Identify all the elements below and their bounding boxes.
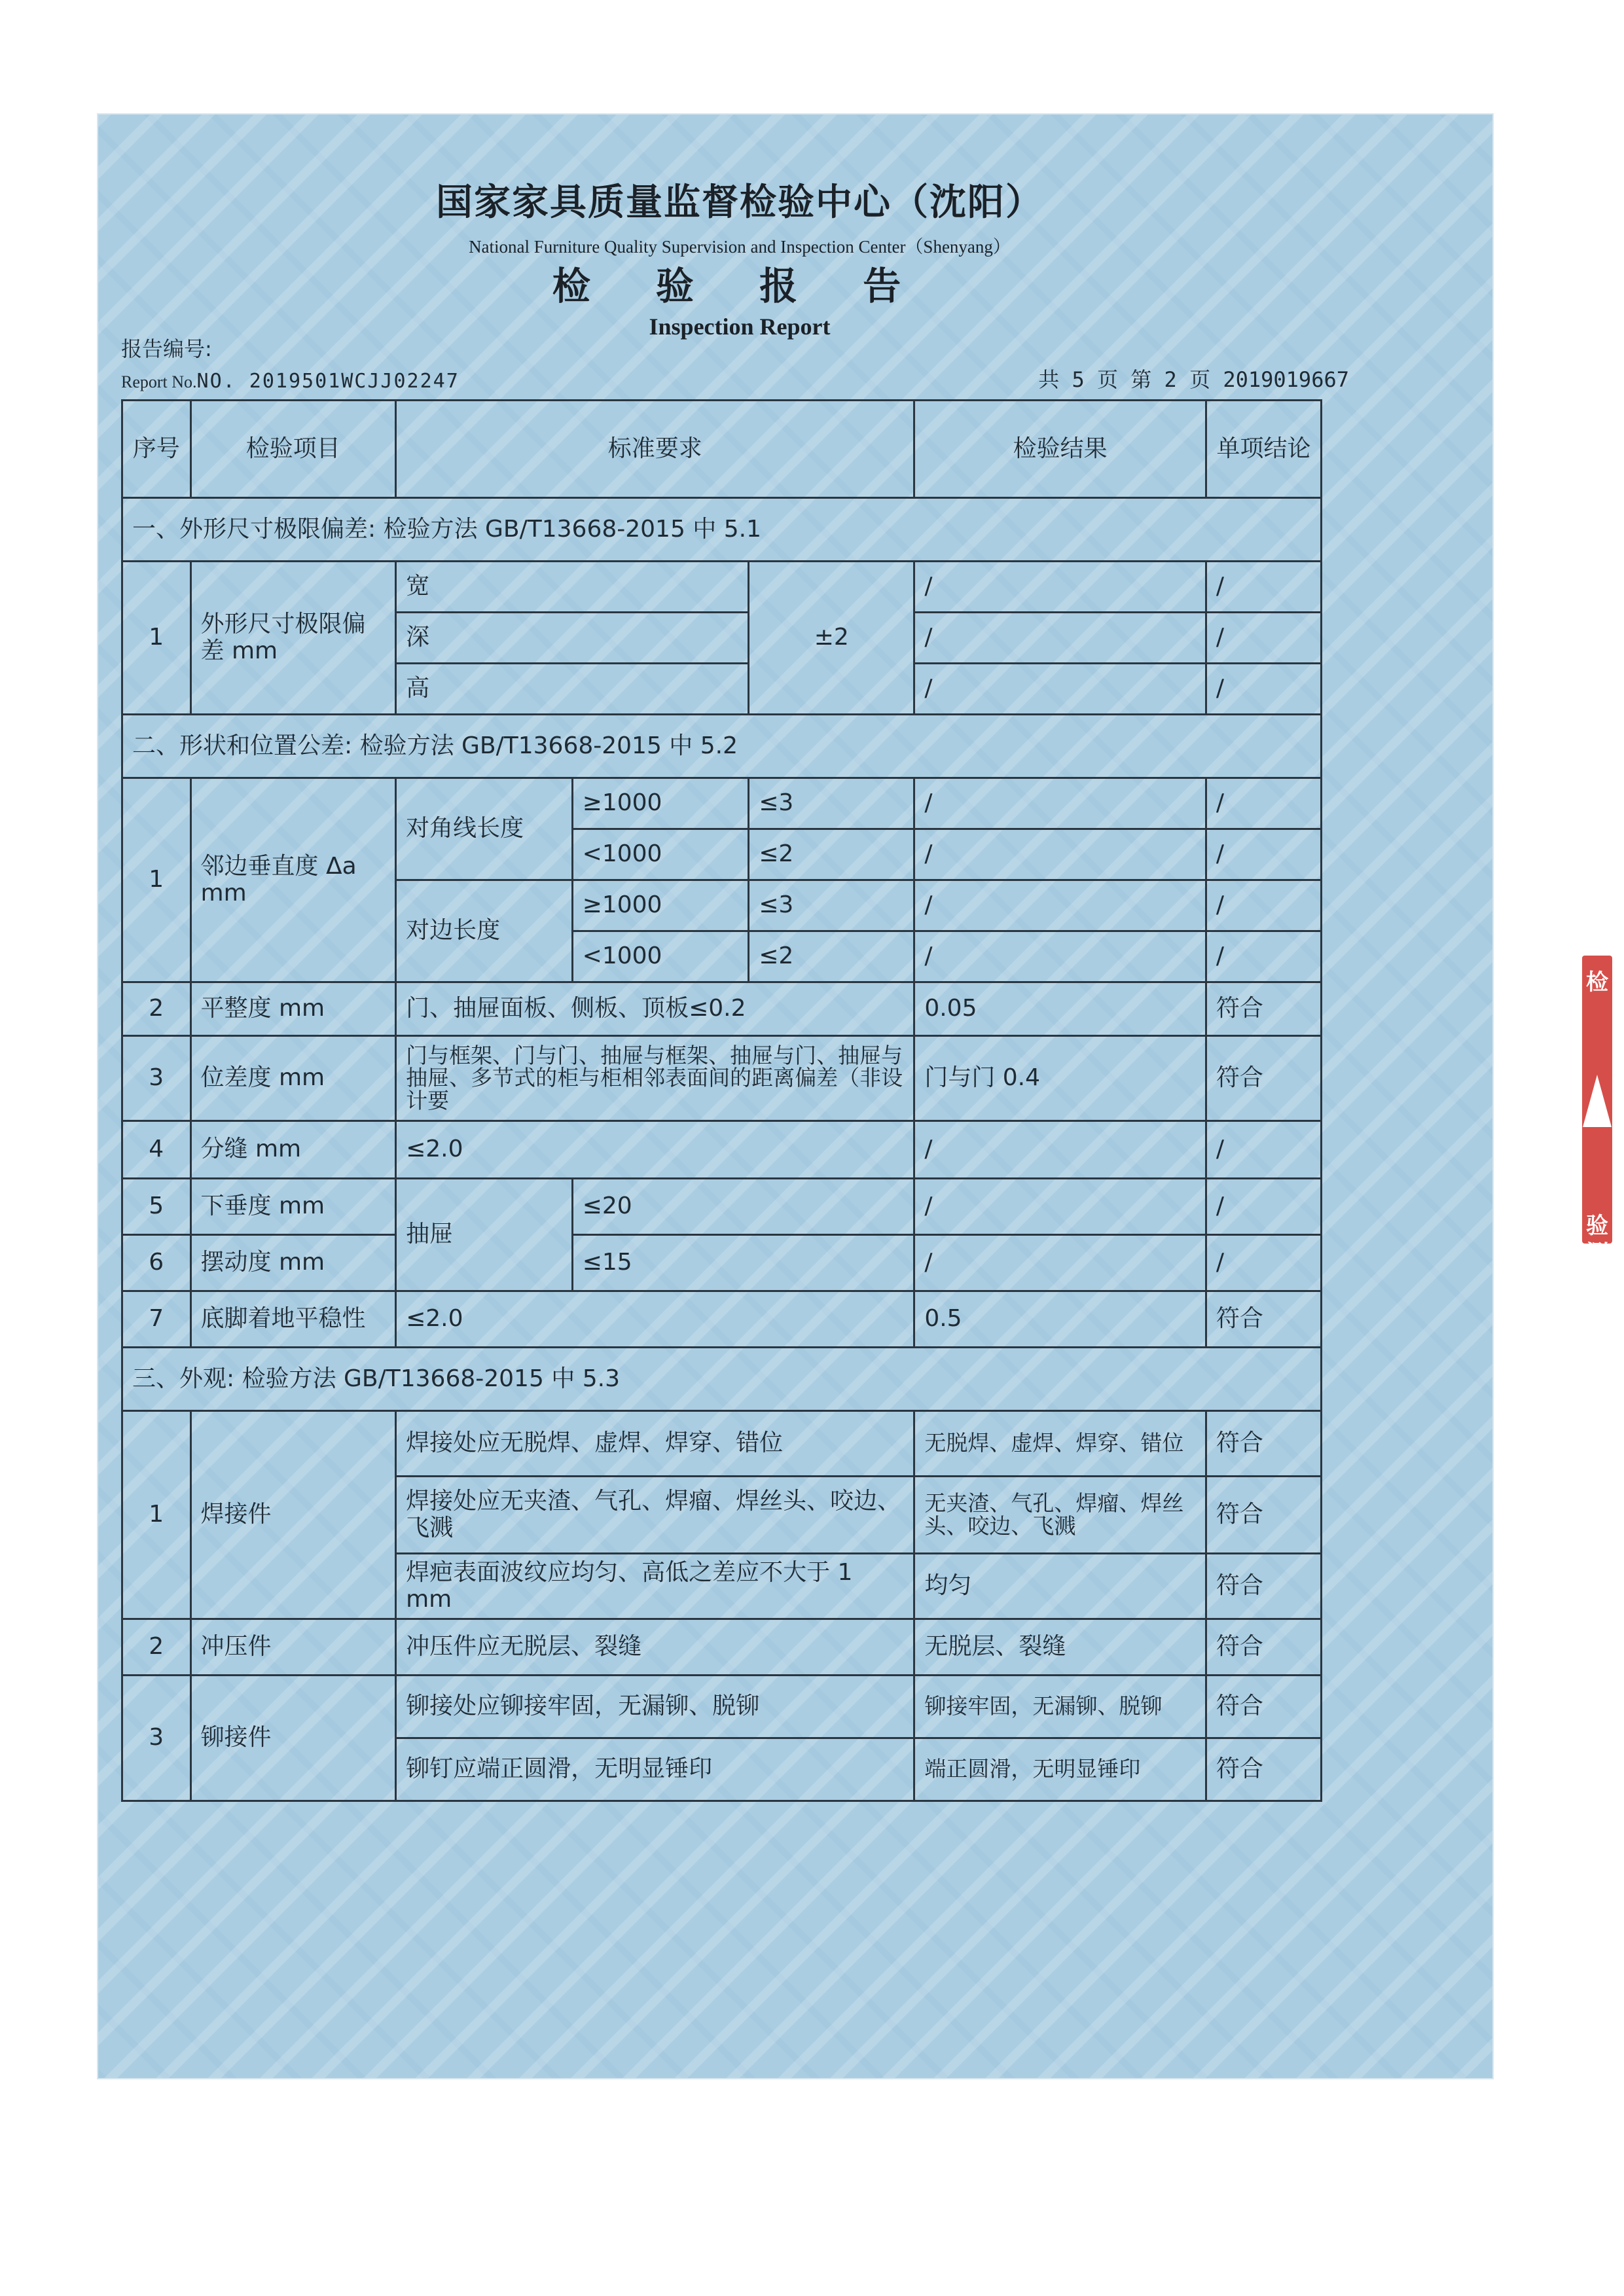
result-cell: / bbox=[914, 1235, 1206, 1291]
group-cell: 抽屉 bbox=[396, 1179, 573, 1291]
seal-stamp bbox=[1582, 956, 1612, 1266]
result-cell: 端正圆滑，无明显锤印 bbox=[914, 1738, 1206, 1801]
limit-cell: ≤2 bbox=[749, 829, 914, 880]
item-cell: 外形尺寸极限偏差 mm bbox=[190, 562, 396, 715]
conclusion-cell: / bbox=[1206, 931, 1321, 982]
section-3-title: 三、外观: 检验方法 GB/T13668-2015 中 5.3 bbox=[122, 1348, 1322, 1411]
conclusion-cell: / bbox=[1206, 562, 1321, 613]
item-cell: 分缝 mm bbox=[190, 1121, 396, 1179]
seq-cell: 7 bbox=[122, 1291, 191, 1348]
seq-cell: 3 bbox=[122, 1036, 191, 1121]
standard-cell: 冲压件应无脱层、裂缝 bbox=[396, 1619, 914, 1676]
item-cell: 平整度 mm bbox=[190, 982, 396, 1036]
limit-cell: ≤3 bbox=[749, 778, 914, 829]
seq-cell: 4 bbox=[122, 1121, 191, 1179]
table-row bbox=[122, 1291, 1322, 1348]
item-cell: 底脚着地平稳性 bbox=[190, 1291, 396, 1348]
conclusion-cell: 符合 bbox=[1206, 1676, 1321, 1738]
seq-cell: 2 bbox=[122, 1619, 191, 1676]
conclusion-cell: 符合 bbox=[1206, 1411, 1321, 1477]
seq-cell: 6 bbox=[122, 1235, 191, 1291]
table-row bbox=[122, 1676, 1322, 1738]
conclusion-cell: 符合 bbox=[1206, 982, 1321, 1036]
report-no-value: NO. 2019501WCJJ02247 bbox=[196, 370, 460, 393]
result-cell: / bbox=[914, 1179, 1206, 1235]
conclusion-cell: / bbox=[1206, 1121, 1321, 1179]
report-no-label-cn: 报告编号: bbox=[121, 336, 212, 361]
conclusion-cell: / bbox=[1206, 664, 1321, 715]
result-cell: 0.05 bbox=[914, 982, 1206, 1036]
result-cell: / bbox=[914, 613, 1206, 664]
conclusion-cell: / bbox=[1206, 778, 1321, 829]
conclusion-cell: / bbox=[1206, 613, 1321, 664]
limit-cell: ≤2 bbox=[749, 931, 914, 982]
item-cell: 邻边垂直度 Δa mm bbox=[190, 778, 396, 982]
standard-cell: 焊接处应无夹渣、气孔、焊瘤、焊丝头、咬边、飞溅 bbox=[396, 1477, 914, 1554]
standard-cell: 焊接处应无脱焊、虚焊、焊穿、错位 bbox=[396, 1411, 914, 1477]
standard-cell: ≤15 bbox=[572, 1235, 914, 1291]
section-row bbox=[122, 498, 1322, 562]
length-cell: <1000 bbox=[572, 931, 749, 982]
conclusion-cell: / bbox=[1206, 1179, 1321, 1235]
seq-cell: 1 bbox=[122, 562, 191, 715]
standard-cell: 门与框架、门与门、抽屉与框架、抽屉与门、抽屉与抽屉、多节式的柜与柜相邻表面间的距离偏差（非设计要 bbox=[396, 1036, 914, 1121]
result-cell: 门与门 0.4 bbox=[914, 1036, 1206, 1121]
seq-cell: 1 bbox=[122, 778, 191, 982]
result-cell: 0.5 bbox=[914, 1291, 1206, 1348]
col-result-header: 检验结果 bbox=[914, 401, 1206, 498]
result-cell: 无脱焊、虚焊、焊穿、错位 bbox=[914, 1411, 1206, 1477]
table-header-row bbox=[122, 401, 1322, 498]
seq-cell: 5 bbox=[122, 1179, 191, 1235]
item-cell: 摆动度 mm bbox=[190, 1235, 396, 1291]
item-cell: 焊接件 bbox=[190, 1411, 396, 1619]
result-cell: / bbox=[914, 562, 1206, 613]
col-seq-header: 序号 bbox=[122, 401, 191, 498]
conclusion-cell: 符合 bbox=[1206, 1619, 1321, 1676]
report-title-en: Inspection Report bbox=[649, 314, 831, 340]
standard-cell: ≤2.0 bbox=[396, 1291, 914, 1348]
col-conclusion-header: 单项结论 bbox=[1206, 401, 1321, 498]
inspection-table bbox=[121, 399, 1322, 1802]
result-cell: / bbox=[914, 931, 1206, 982]
conclusion-cell: 符合 bbox=[1206, 1036, 1321, 1121]
report-no-label-en: Report No. bbox=[121, 372, 197, 391]
standard-cell: 焊疤表面波纹应均匀、高低之差应不大于 1 mm bbox=[396, 1554, 914, 1619]
conclusion-cell: / bbox=[1206, 1235, 1321, 1291]
dim-cell: 高 bbox=[396, 664, 749, 715]
center-title-cn: 国家家具质量监督检验中心（沈阳） bbox=[436, 181, 1043, 224]
table-row bbox=[122, 562, 1322, 613]
result-cell: 无脱层、裂缝 bbox=[914, 1619, 1206, 1676]
group-cell: 对边长度 bbox=[396, 880, 573, 982]
conclusion-cell: 符合 bbox=[1206, 1554, 1321, 1619]
conclusion-cell: 符合 bbox=[1206, 1738, 1321, 1801]
item-cell: 位差度 mm bbox=[190, 1036, 396, 1121]
standard-cell: 铆接处应铆接牢固，无漏铆、脱铆 bbox=[396, 1676, 914, 1738]
conclusion-cell: / bbox=[1206, 829, 1321, 880]
result-cell: / bbox=[914, 880, 1206, 931]
standard-cell: ≤20 bbox=[572, 1179, 914, 1235]
stamp-text-bottom: 验测 bbox=[1586, 1213, 1608, 1266]
item-cell: 冲压件 bbox=[190, 1619, 396, 1676]
section-row bbox=[122, 1348, 1322, 1411]
section-row bbox=[122, 715, 1322, 778]
conclusion-cell: 符合 bbox=[1206, 1477, 1321, 1554]
table-row bbox=[122, 778, 1322, 829]
item-cell: 铆接件 bbox=[190, 1676, 396, 1801]
tolerance-cell: ±2 bbox=[749, 562, 914, 715]
dim-cell: 宽 bbox=[396, 562, 749, 613]
result-cell: 铆接牢固，无漏铆、脱铆 bbox=[914, 1676, 1206, 1738]
result-cell: 均匀 bbox=[914, 1554, 1206, 1619]
seq-cell: 3 bbox=[122, 1676, 191, 1801]
conclusion-cell: / bbox=[1206, 880, 1321, 931]
stamp-triangle-icon bbox=[1583, 1075, 1612, 1127]
section-2-title: 二、形状和位置公差: 检验方法 GB/T13668-2015 中 5.2 bbox=[122, 715, 1322, 778]
section-1-title: 一、外形尺寸极限偏差: 检验方法 GB/T13668-2015 中 5.1 bbox=[122, 498, 1322, 562]
seq-cell: 2 bbox=[122, 982, 191, 1036]
limit-cell: ≤3 bbox=[749, 880, 914, 931]
length-cell: <1000 bbox=[572, 829, 749, 880]
center-title-en: National Furniture Quality Supervision and Inspection Center（Shenyang） bbox=[469, 237, 1011, 257]
table-row bbox=[122, 1411, 1322, 1477]
report-no-line bbox=[121, 370, 460, 393]
result-cell: / bbox=[914, 778, 1206, 829]
table-row bbox=[122, 1036, 1322, 1121]
item-cell: 下垂度 mm bbox=[190, 1179, 396, 1235]
length-cell: ≥1000 bbox=[572, 880, 749, 931]
standard-cell: 门、抽屉面板、侧板、顶板≤0.2 bbox=[396, 982, 914, 1036]
report-title-cn: 检 验 报 告 bbox=[552, 264, 928, 308]
table-row bbox=[122, 1235, 1322, 1291]
standard-cell: ≤2.0 bbox=[396, 1121, 914, 1179]
standard-cell: 铆钉应端正圆滑，无明显锤印 bbox=[396, 1738, 914, 1801]
length-cell: ≥1000 bbox=[572, 778, 749, 829]
table-row bbox=[122, 1121, 1322, 1179]
table-row bbox=[122, 1619, 1322, 1676]
result-cell: / bbox=[914, 664, 1206, 715]
result-cell: 无夹渣、气孔、焊瘤、焊丝头、咬边、飞溅 bbox=[914, 1477, 1206, 1554]
conclusion-cell: 符合 bbox=[1206, 1291, 1321, 1348]
table-row bbox=[122, 982, 1322, 1036]
page-info: 共 5 页 第 2 页 2019019667 bbox=[1038, 367, 1349, 392]
result-cell: / bbox=[914, 829, 1206, 880]
result-cell: / bbox=[914, 1121, 1206, 1179]
table-row bbox=[122, 1179, 1322, 1235]
seq-cell: 1 bbox=[122, 1411, 191, 1619]
dim-cell: 深 bbox=[396, 613, 749, 664]
col-standard-header: 标准要求 bbox=[396, 401, 914, 498]
stamp-text-top: 检 bbox=[1586, 969, 1608, 996]
group-cell: 对角线长度 bbox=[396, 778, 573, 880]
col-item-header: 检验项目 bbox=[190, 401, 396, 498]
